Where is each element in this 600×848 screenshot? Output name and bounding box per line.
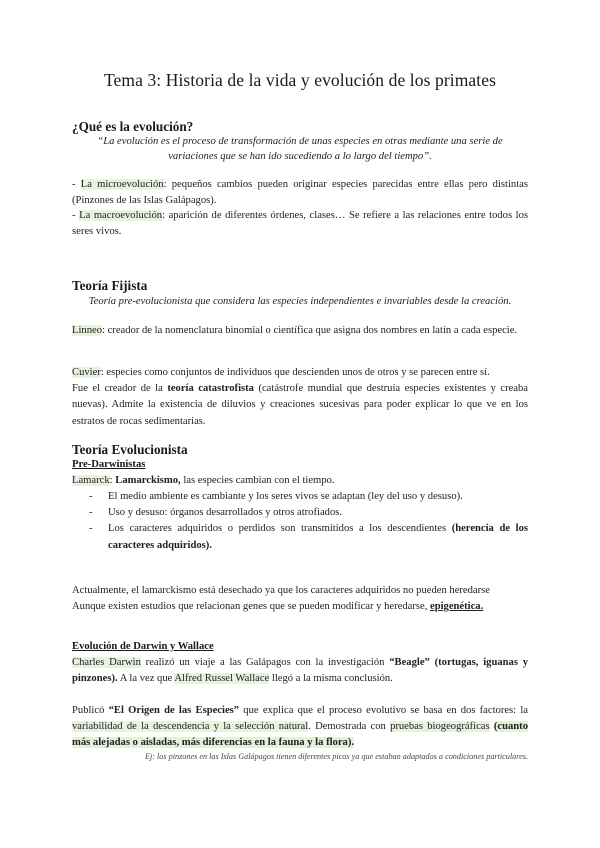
subheading-darwin-wallace: Evolución de Darwin y Wallace <box>72 641 214 652</box>
catastrofista-text: (catástrofe mundial que destruía especies existentes y creaba nuevas). Admite la existencia de diluvios y creaciones sucesivas para poder explicar lo que ve en los estratos de rocas sedimentarias. <box>72 383 529 427</box>
heading-teoria-evolucionista: Teoría Evolucionista <box>72 442 188 457</box>
cuvier-term: Cuvier <box>72 367 101 378</box>
lamarck-term: Lamarck <box>72 475 110 486</box>
lamarckismo-term: Lamarckismo, <box>115 475 181 486</box>
darwin-text-3: llegó a la misma conclusión. <box>269 673 393 685</box>
list-item: - El medio ambiente es cambiante y los seres vivos se adaptan (ley del uso y desuso). <box>72 489 528 505</box>
dash: - <box>72 179 81 190</box>
pruebas-term: pruebas biogeográficas <box>390 721 490 733</box>
separator: : <box>109 475 116 486</box>
beagle-term: “Beagle” (tortugas, iguanas y pinzones). <box>72 657 529 685</box>
publico-text: Publicó <box>72 705 109 716</box>
linneo-text: : creador de la nomenclatura binomial o científica que asigna dos nombres en latín a cada especie. <box>102 325 518 336</box>
publico-text-2: que explica que el proceso evolutivo se basa en dos factores: la <box>239 705 528 716</box>
microevolution-text: : pequeños cambios pueden originar especies parecidas entre ellas pero distintas (Pinzones de las Islas Galápagos). <box>72 179 528 207</box>
pinzones-example-note: Ej: los pinzones en las Islas Galápagos tienen diferentes picos ya que estaban adaptados a condiciones particulares. <box>144 752 528 761</box>
darwin-text: realizó un viaje a las Galápagos con la investigación <box>140 657 390 668</box>
microevolution-term: La microevolución <box>80 179 164 190</box>
subheading-pre-darwinistas: Pre-Darwinistas <box>72 459 146 470</box>
macroevolution-paragraph <box>72 208 528 240</box>
fijista-definition-quote: Teoría pre-evolucionista que considera las especies independientes e invariables desde la creación. <box>88 296 512 307</box>
publico-text-3: . Demostrada con <box>308 721 391 733</box>
linneo-term: Linneo <box>72 325 103 336</box>
dash: - <box>72 210 80 221</box>
heading-que-es-evolucion: ¿Qué es la evolución? <box>72 119 194 134</box>
catastrofista-pre: Fue el creador de la <box>72 383 168 395</box>
lamarck-paragraph <box>72 473 528 489</box>
evolution-definition-quote <box>72 134 528 164</box>
lamarckismo-actual-paragraph <box>72 583 528 615</box>
page-title: Tema 3: Historia de la vida y evolución de los primates <box>103 70 497 90</box>
cuvier-paragraph <box>72 365 528 430</box>
list-item-bold: (herencia de los caracteres adquiridos). <box>108 523 529 551</box>
darwin-paragraph <box>72 655 528 687</box>
wallace-term: Alfred Russel Wallace <box>174 673 270 685</box>
alejadas-term: (cuanto más alejadas o aisladas, más diferencias en la fauna y la flora). <box>72 721 529 749</box>
cuvier-text: : especies como conjuntos de individuos que descienden unos de otros y se parecen entre sí. <box>100 367 490 378</box>
variabilidad-term: variabilidad de la descendencia y la selección natural <box>72 721 309 733</box>
list-item-text: Los caracteres adquiridos o perdidos son transmitidos a los descendientes <box>108 523 452 535</box>
macroevolution-term: La macroevolución <box>79 210 163 221</box>
darwin-text-2: A la vez que <box>117 673 175 685</box>
quote-line-1: “La evolución es el proceso de transformación de unas especies en otras mediante una serie de <box>97 136 503 147</box>
heading-teoria-fijista: Teoría Fijista <box>72 278 148 293</box>
darwin-term: Charles Darwin <box>72 657 141 668</box>
microevolution-paragraph <box>72 177 528 209</box>
origen-especies-paragraph <box>72 703 528 752</box>
lamarck-text: las especies cambian con el tiempo. <box>180 475 335 486</box>
lamarck-bullet-list <box>72 489 528 554</box>
epigenetica-link[interactable]: epigenética. <box>430 601 484 613</box>
list-item <box>72 521 528 553</box>
origen-especies-term: “El Origen de las Especies” <box>108 705 240 716</box>
actual-line-1: Actualmente, el lamarckismo está desechado ya que los caracteres adquiridos no pueden heredarse <box>72 585 490 596</box>
catastrofista-term: teoría catastrofista <box>167 383 254 395</box>
linneo-paragraph <box>72 323 528 339</box>
macroevolution-text: : aparición de diferentes órdenes, clases… Se refiere a las relaciones entre todos los seres vivos. <box>72 210 529 238</box>
actual-line-2: Aunque existen estudios que relacionan genes que se pueden modificar y heredarse, <box>72 601 430 613</box>
list-item: - Uso y desuso: órganos desarrollados y otros atrofiados. <box>72 505 528 521</box>
quote-line-2: variaciones que se han ido sucediendo a lo largo del tiempo”. <box>168 151 432 162</box>
